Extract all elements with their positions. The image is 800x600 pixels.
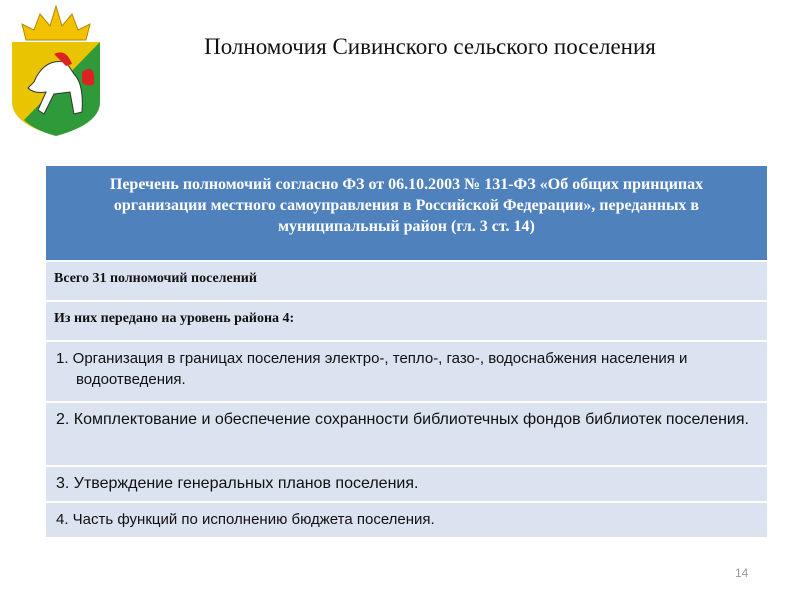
table-header: Перечень полномочий согласно ФЗ от 06.10.2003 № 131-ФЗ «Об общих принципах организации местного самоуправления в Российской Федерации», переданных в муниципальный район (гл. 3 ст. 14) <box>46 166 767 262</box>
table-row-transferred: Из них передано на уровень района 4: <box>46 302 767 342</box>
slide-title: Полномочия Сивинского сельского поселения <box>204 34 656 59</box>
table-row-item: 4. Часть функций по исполнению бюджета поселения. <box>46 503 767 539</box>
table-row-item: 3. Утверждение генеральных планов поселения. <box>46 467 767 503</box>
page-number: 14 <box>735 566 749 580</box>
table-row-item: 2. Комплектование и обеспечение сохранности библиотечных фондов библиотек поселения. <box>46 403 767 467</box>
table-row-total: Всего 31 полномочий поселений <box>46 262 767 302</box>
coat-of-arms-emblem <box>4 2 108 138</box>
powers-table <box>46 166 767 539</box>
table-row-item: 1. Организация в границах поселения электро-, тепло-, газо-, водоснабжения населения и водоотведения. <box>46 342 767 403</box>
